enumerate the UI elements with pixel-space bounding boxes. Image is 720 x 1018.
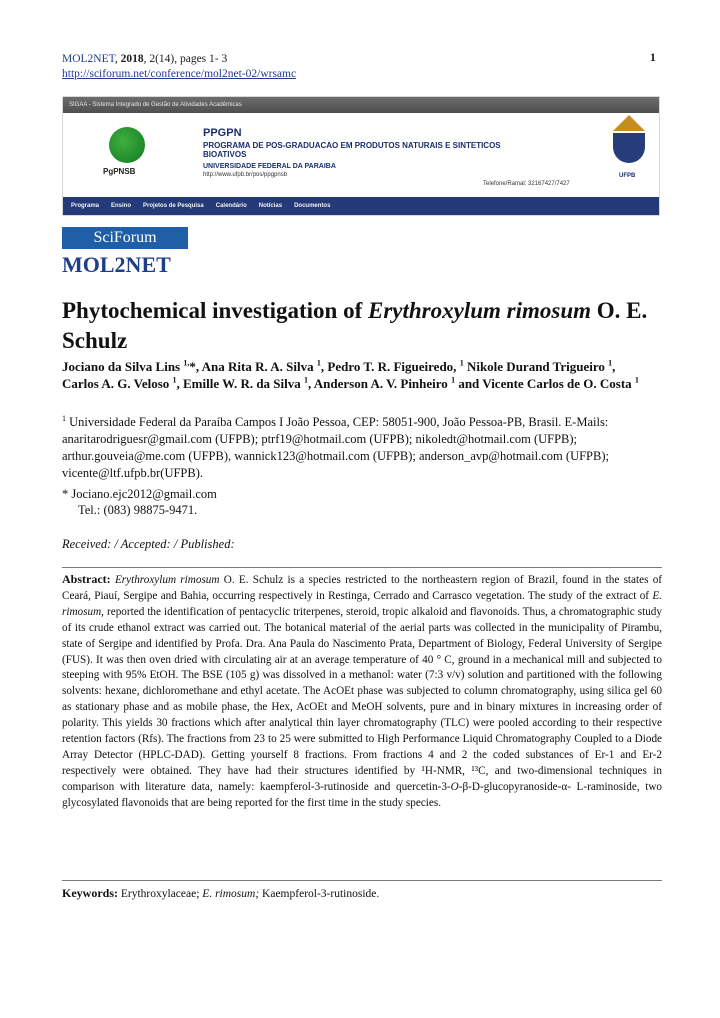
affiliation: $^1$ Universidade Federal da Paraíba Campos I João Pessoa, CEP: 58051-900, João Pessoa-PB, Brasil. E-Mails: anaritarodriguesr@gmail.com (UFPB); ptrf19@hotmail.com (UFPB); nikoledt@hotmail.com (UFPB); arthur.gouveia@me.com (UFPB), wannick123@hotmail.com (UFPB); anderson_avp@hotmail.com (UFPB); vicente@ltf.ufpb.br(UFPB). xyxy=(62,413,609,480)
ufpb-label: UFPB xyxy=(619,173,636,179)
author-list: Jociano da Silva Lins $^{1,}$*, Ana Rita R. A. Silva $^1$, Pedro T. R. Figueiredo, $^1$ Nikole Durand Trigueiro $^1$, Carlos A. G. Veloso $^1$, Emille W. R. da Silva $^1$, Anderson A. V. Pinheiro $^1$ and Vicente Carlos de O. Costa $^1$ xyxy=(62,358,639,391)
page-number: 1 xyxy=(650,52,656,64)
banner-menu-item: Notícias xyxy=(258,203,283,209)
keywords-label: Keywords: xyxy=(62,886,118,900)
ufpb-crest-icon xyxy=(613,115,645,169)
abstract-top-rule xyxy=(62,567,662,568)
program-name: PROGRAMA DE POS-GRADUACAO EM PRODUTOS NATURAIS E SINTETICOS BIOATIVOS xyxy=(203,141,501,159)
abstract-label: Abstract: xyxy=(62,572,111,586)
keywords: Keywords: Erythroxylaceae; E. rimosum; Kaempferol-3-rutinoside. xyxy=(62,886,380,900)
pgpnsb-logo-icon xyxy=(109,127,145,163)
mol2net-heading: MOL2NET xyxy=(62,252,171,277)
banner-menu xyxy=(63,197,659,215)
banner-menu-item: Calendário xyxy=(215,203,247,209)
paper-title: Phytochemical investigation of Erythroxylum rimosum O. E. Schulz xyxy=(62,298,648,353)
banner-top-bar: SIGAA - Sistema Integrado de Gestão de Atividades Acadêmicas xyxy=(63,97,659,113)
journal-year: 2018 xyxy=(120,53,144,65)
correspondence-email: * Jociano.ejc2012@gmail.com xyxy=(62,487,217,501)
pgpnsb-logo-text: PgPNSB xyxy=(103,167,136,176)
banner-menu-item: Programa xyxy=(71,203,100,209)
received-dates: Received: / Accepted: / Published: xyxy=(62,537,235,551)
keywords-top-rule xyxy=(62,880,662,881)
journal-name: MOL2NET xyxy=(62,53,115,65)
sciforum-badge: SciForum xyxy=(62,227,188,249)
correspondence-phone: Tel.: (083) 98875-9471. xyxy=(78,503,198,517)
running-header: MOL2NET, 2018, 2(14), pages 1- 3 http://sciforum.net/conference/mol2net-02/wrsamc xyxy=(62,53,297,80)
banner-menu-item: Ensino xyxy=(111,203,132,209)
banner-menu-item: Projetos de Pesquisa xyxy=(143,203,204,209)
university-name: UNIVERSIDADE FEDERAL DA PARAIBA xyxy=(203,163,336,170)
correspondence xyxy=(62,486,662,518)
program-info xyxy=(203,127,503,178)
program-phone: Telefone/Ramal: 32167427/7427 xyxy=(483,181,570,187)
abstract: Abstract: Erythroxylum rimosum O. E. Schulz is a species restricted to the northeastern region of Brazil, found in the states of Ceará, Piauí, Sergipe and Bahia, occurring respectively in Restinga, Cerrado and Carrasco vegetation. The study of the extract of E. rimosum, reported the identification of pentacyclic triterpenes, steroid, tropic alkaloid and flavonoids. Thus, a chromatographic study of its crude ethanol extract was carried out. The botanical material of the aerial parts was collected in the municipality of Pirambu, state of Sergipe and identified by Profa. Dra. Ana Paula do Nascimento Prata, Department of Biology, Federal University of Sergipe (FUS). It was then oven dried with circulating air at an average temperature of 40 ° C, ground in a mechanical mill and subjected to steeping with 95% EtOH. The BSE (105 g) was dissolved in a methanol: water (7:3 v/v) solution and partitioned with the following solvents: hexane, dichloromethane and ethyl acetate. The AcOEt phase was subjected to column chromatography, using silica gel 60 as stationary phase and as mobile phase, the Hex, AcOEt and MeOH solvents, pure and in binary mixtures in increasing order of polarity. This yields 30 fractions which after analytical thin layer chromatography (TLC) were pooled according to their respective retention factors (Rfs). The fractions from 23 to 25 were submitted to High Performance Liquid Chromatography Coupled to a Diode Array Detector (HPLC-DAD). Getting yourself 8 fractions. From fractions 4 and 2 the coded substances of Er-1 and Er-2 respectively were obtained. They have had their structures identified by ¹H-NMR, ¹³C, and two-dimensional techniques in comparison with literature data, namely: kaempferol-3-rutinoside and quercetin-3-O-β-D-glucopyranoside-α- L-raminoside, two glycosylated flavonoids that are being reported for the first time in the study species. xyxy=(62,572,663,809)
conference-url-link[interactable]: http://sciforum.net/conference/mol2net-02/wrsamc xyxy=(62,68,297,80)
program-site: http://www.ufpb.br/pos/ppgpnsb xyxy=(203,172,288,178)
title-species: Erythroxylum rimosum xyxy=(368,298,592,323)
banner-menu-item: Documentos xyxy=(294,203,331,209)
program-acronym: PPGPN xyxy=(203,127,242,139)
ppgpn-banner-image xyxy=(62,96,660,216)
journal-volume: , 2(14), pages 1- 3 xyxy=(143,53,228,65)
